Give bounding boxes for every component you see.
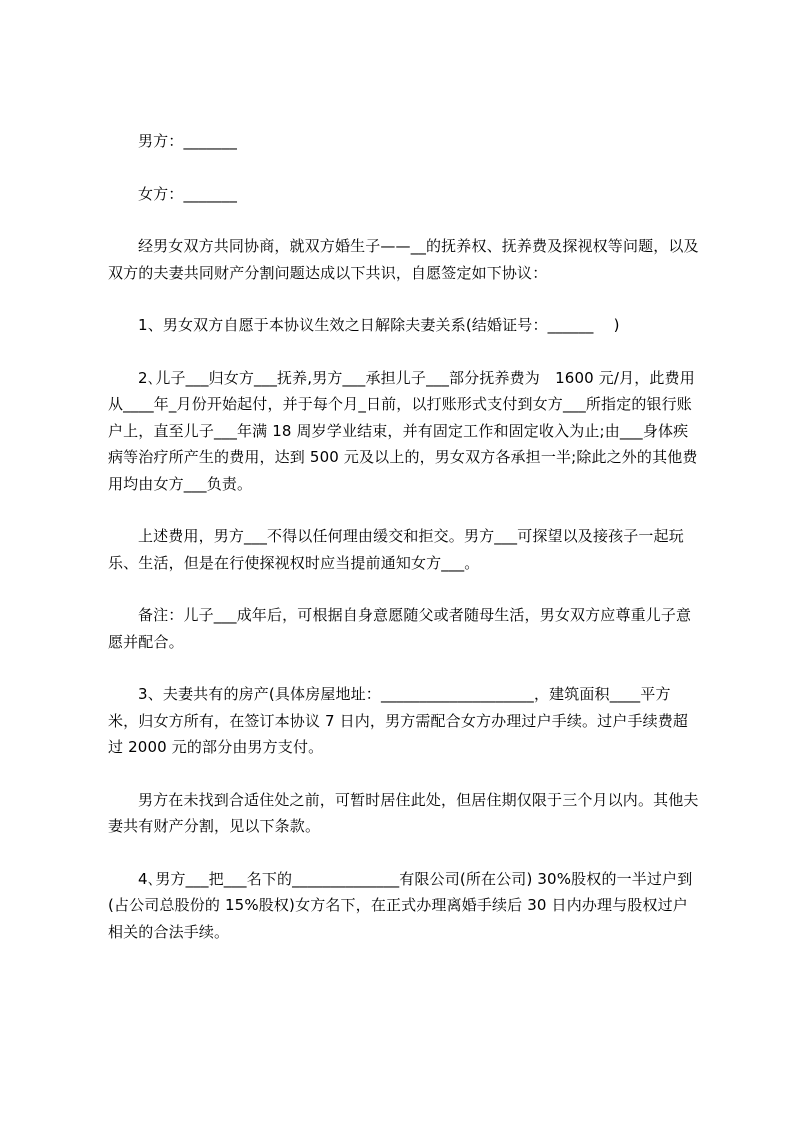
clause-4-equity: 4､男方___把___名下的______________有限公司(所在公司) 30%股权的一半过户到(占公司总股份的 15%股权)女方名下，在正式办理离婚手续后 30 日内办理与股权过户相关的合法手续。: [108, 869, 693, 941]
preamble-paragraph: 经男女双方共同协商，就双方婚生子——__的抚养权、抚养费及探视权等问题，以及双方的夫妻共同财产分割问题达成以下共识，自愿签定如下协议：: [108, 237, 699, 282]
paragraph-gap: [108, 207, 700, 233]
paragraph-gap: [108, 155, 700, 181]
document-body: [108, 128, 700, 945]
clause-2-child-support: 2､儿子___归女方___抚养,男方___承担儿子___部分抚养费为 1600 元/月，此费用从____年_月份开始起付，并于每个月_日前，以打账形式支付到女方___所指定的银行账户上，直至儿子___年满 18 周岁学业结束，并有固定工作和固定收入为止;由___身体疾病等治疗所产生的费用，达到 500 元及以上的，男女双方各承担一半;除此之外的其他费用均由女方___负责。: [108, 368, 698, 493]
paragraph-gap: [108, 339, 700, 365]
husband-name-line: 男方：_______: [138, 132, 238, 150]
paragraph-gap: [108, 655, 700, 681]
paragraph-gap: [108, 286, 700, 312]
clause-1-divorce: 1、男女双方自愿于本协议生效之日解除夫妻关系(结婚证号：______ ): [138, 316, 620, 334]
paragraph-gap: [108, 576, 700, 602]
paragraph-gap: [108, 497, 700, 523]
wife-name-line: 女方：_______: [138, 184, 238, 203]
paragraph-gap: [108, 761, 700, 787]
temporary-residence-paragraph: 男方在未找到合适住处之前，可暂时居住此处，但居住期仅限于三个月以内。其他夫妻共有财产分割，见以下条款。: [108, 790, 699, 835]
clause-3-property: 3、夫妻共有的房产(具体房屋地址：____________________，建筑面积____平方米，归女方所有，在签订本协议 7 日内，男方需配合女方办理过户手续。过户手续费超过 2000 元的部分由男方支付。: [108, 685, 689, 756]
paragraph-gap: [108, 840, 700, 866]
remark-paragraph: 备注：儿子___成年后，可根据自身意愿随父或者随母生活，男女双方应尊重儿子意愿并配合。: [108, 606, 692, 651]
payment-visitation-paragraph: 上述费用，男方___不得以任何理由缓交和拒交。男方___可探望以及接孩子一起玩乐、生活，但是在行使探视权时应当提前通知女方___。: [108, 527, 684, 572]
